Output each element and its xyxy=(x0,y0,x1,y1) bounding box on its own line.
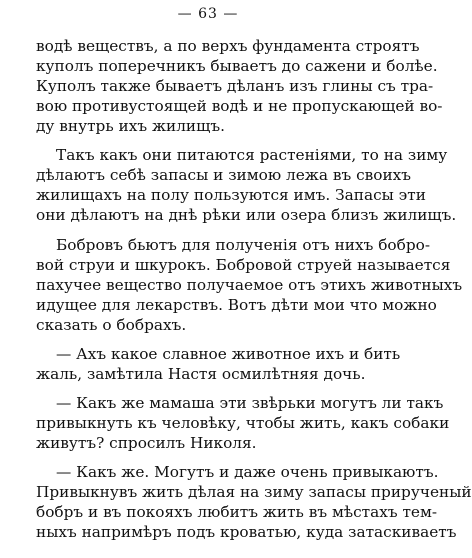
text-line: — Какъ же. Могутъ и даже очень привыкаютъ. xyxy=(56,463,439,481)
text-line: жилищахъ на полу пользуются имъ. Запасы эти xyxy=(36,186,426,204)
text-line: куполъ поперечникъ бываетъ до сажени и болѣе. xyxy=(36,57,438,75)
text-line: Куполъ также бываетъ дѣланъ изъ глины съ тра- xyxy=(36,77,434,95)
text-line: вою противустоящей водѣ и не пропускающей во- xyxy=(36,97,443,115)
text-line: дѣлаютъ себѣ запасы и зимою лежа въ своихъ xyxy=(36,166,412,184)
text-line: — Ахъ какое славное животное ихъ и бить xyxy=(56,345,401,363)
text-line: пахучее вещество получаемое отъ этихъ животныхъ xyxy=(36,276,463,294)
text-line: водѣ веществъ, а по верхъ фундамента строятъ xyxy=(36,37,420,55)
text-line: ныхъ напримѣръ подъ кроватью, куда затаскиваетъ xyxy=(36,523,457,541)
page-number: — 63 — xyxy=(177,6,239,22)
text-line: сказать о бобрахъ. xyxy=(36,316,187,334)
text-line: жаль, замѣтила Настя осмилѣтняя дочь. xyxy=(36,365,366,383)
text-line: — Какъ же мамаша эти звѣрьки могутъ ли такъ xyxy=(56,394,444,412)
text-line: идущее для лекарствъ. Вотъ дѣти мои что можно xyxy=(36,296,437,314)
text-line: живутъ? спросилъ Николя. xyxy=(36,434,257,452)
text-line: Бобровъ бьютъ для полученія отъ нихъ бобро- xyxy=(56,236,430,254)
text-line: Привыкнувъ жить дѣлая на зиму запасы прирученый xyxy=(36,483,472,501)
text-line: привыкнуть къ человѣку, чтобы жить, какъ собаки xyxy=(36,414,450,432)
text-line: вой струи и шкурокъ. Бобровой струей называется xyxy=(36,256,451,274)
text-line: они дѣлаютъ на днѣ рѣки или озера близъ жилищъ. xyxy=(36,206,457,224)
text-line: ду внутрь ихъ жилищъ. xyxy=(36,117,225,135)
text-line: бобръ и въ покояхъ любитъ жить въ мѣстахъ тем- xyxy=(36,503,438,521)
text-line: Такъ какъ они питаются растеніями, то на зиму xyxy=(56,146,448,164)
